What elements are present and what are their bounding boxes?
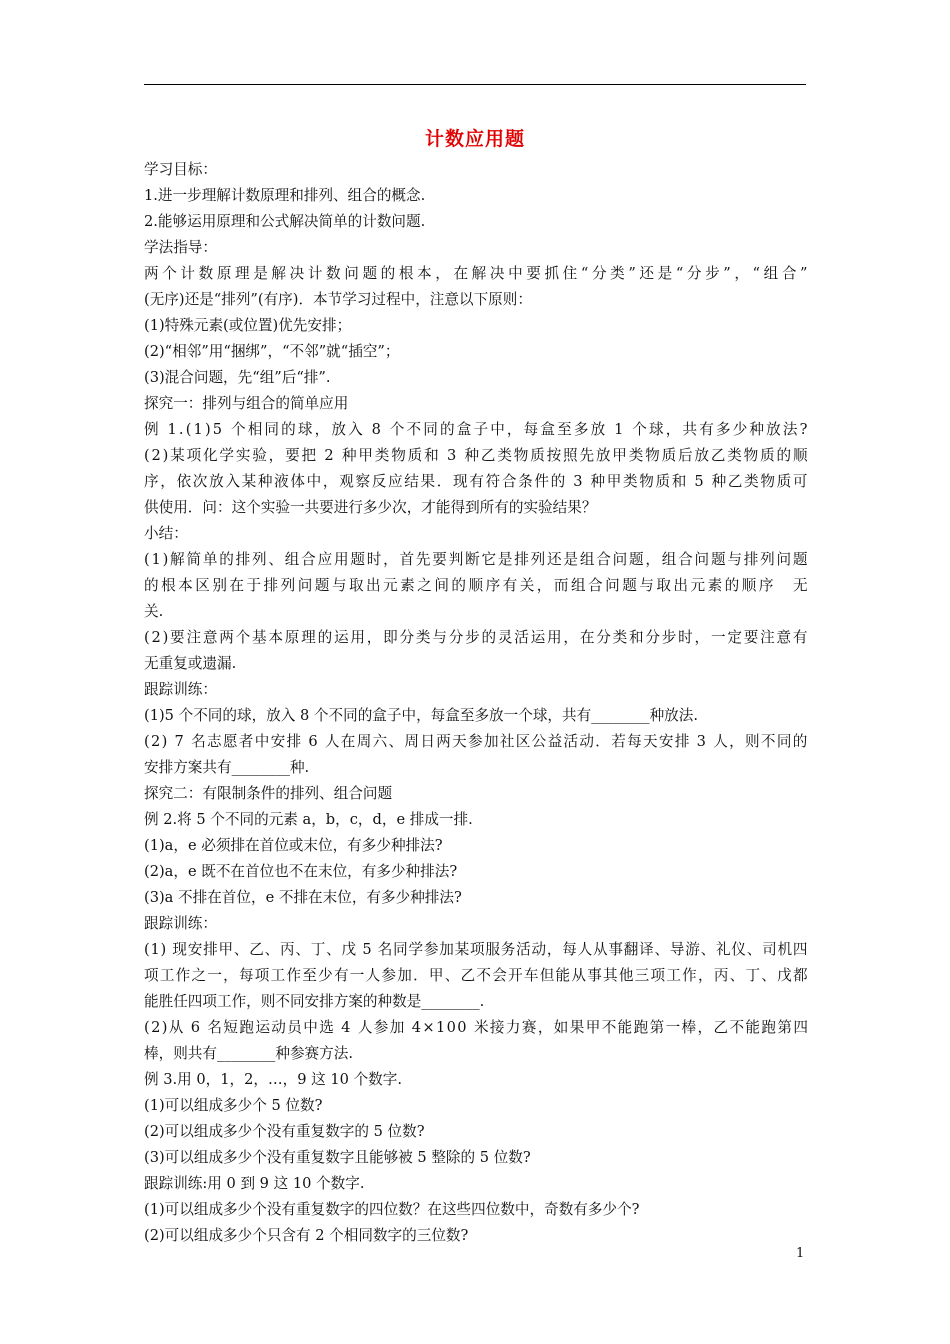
text-line — [144, 625, 808, 651]
text-line-content: (3)a 不排在首位，e 不排在末位，有多少种排法? — [144, 889, 462, 906]
text-line-content: 2.能够运用原理和公式解决简单的计数问题. — [144, 213, 426, 230]
text-line — [144, 911, 808, 937]
text-line-content: ( 2 ) 某 项 化 学 实 验 ， 要 把 2 种 甲 类 物 质 和 3 种 乙 类 物 质 按 照 先 放 甲 类 物 质 后 放 乙 类 物 质 的 顺 — [144, 447, 808, 464]
text-line — [144, 417, 808, 443]
text-line — [144, 235, 808, 261]
text-line-content: 安排方案共有________种. — [144, 759, 310, 776]
text-line — [144, 1119, 808, 1145]
text-line-content: (1)特殊元素(或位置)优先安排； — [144, 317, 352, 334]
text-line-content: (2)可以组成多少个没有重复数字的 5 位数? — [144, 1123, 425, 1140]
text-line-content: 供使用．问：这个实验一共要进行多少次，才能得到所有的实验结果？ — [144, 499, 597, 516]
text-line — [144, 833, 808, 859]
text-line-content: 学法指导： — [144, 239, 217, 256]
text-line — [144, 989, 808, 1015]
text-line-content: 例 1 . ( 1 ) 5 个 相 同 的 球 ， 放 入 8 个 不 同 的 盒 子 中 ， 每 盒 至 多 放 1 个 球 ， 共 有 多 少 种 放 法 ? — [144, 421, 808, 438]
text-line-content: (1)5 个不同的球，放入 8 个不同的盒子中，每盒至多放一个球，共有________种放法. — [144, 707, 698, 724]
text-line-content: 的 根 本 区 别 在 于 排 列 问 题 与 取 出 元 素 之 间 的 顺 序 有 关 ， 而 组 合 问 题 与 取 出 元 素 的 顺 序 无 — [144, 577, 808, 594]
text-line-content: 跟踪训练:用 0 到 9 这 10 个数字. — [144, 1175, 365, 1192]
text-line — [144, 1041, 808, 1067]
text-line-content: ( 1 ) 现 安 排 甲 、 乙 、 丙 、 丁 、 戊 5 名 同 学 参 加 某 项 服 务 活 动 ， 每 人 从 事 翻 译 、 导 游 、 礼 仪 、 司 机 四 — [144, 941, 808, 958]
text-line — [144, 391, 808, 417]
text-line — [144, 157, 808, 183]
text-line — [144, 1093, 808, 1119]
text-line-content: ( 2 ) 7 名 志 愿 者 中 安 排 6 人 在 周 六 、 周 日 两 天 参 加 社 区 公 益 活 动 ． 若 每 天 安 排 3 人 ， 则 不 同 的 — [144, 733, 808, 750]
text-line — [144, 495, 808, 521]
text-line-content: 跟踪训练： — [144, 915, 217, 932]
text-line-content: 例 2.将 5 个不同的元素 a，b，c，d，e 排成一排. — [144, 811, 473, 828]
text-line-content: 两 个 计 数 原 理 是 解 决 计 数 问 题 的 根 本 ， 在 解 决 中 要 抓 住 “ 分 类 ” 还 是 “ 分 步 ” ， “ 组 合 ” — [144, 265, 808, 282]
text-line-content: 探究一：排列与组合的简单应用 — [144, 395, 349, 412]
text-line-content: (3)可以组成多少个没有重复数字且能够被 5 整除的 5 位数? — [144, 1149, 531, 1166]
document-body — [144, 157, 808, 1249]
text-line-content: (无序)还是“排列”(有序)．本节学习过程中，注意以下原则： — [144, 291, 532, 308]
text-line-content: (1)可以组成多少个 5 位数? — [144, 1097, 323, 1114]
text-line — [144, 365, 808, 391]
text-line-content: 探究二：有限制条件的排列、组合问题 — [144, 785, 393, 802]
text-line — [144, 339, 808, 365]
text-line — [144, 859, 808, 885]
text-line-content: 无重复或遗漏. — [144, 655, 237, 672]
text-line-content: (2)a，e 既不在首位也不在末位，有多少种排法? — [144, 863, 458, 880]
text-line — [144, 287, 808, 313]
text-line — [144, 1015, 808, 1041]
text-line — [144, 209, 808, 235]
page-title: 计数应用题 — [424, 128, 525, 150]
text-line-content: ( 2 ) 从 6 名 短 跑 运 动 员 中 选 4 人 参 加 4 × 1 0 0 米 接 力 赛 ， 如 果 甲 不 能 跑 第 一 棒 ， 乙 不 能 跑 第 四 — [144, 1019, 808, 1036]
text-line — [144, 807, 808, 833]
text-line — [144, 313, 808, 339]
text-line — [144, 261, 808, 287]
text-line — [144, 937, 808, 963]
text-line-content: 学习目标： — [144, 161, 217, 178]
text-line-content: (3)混合问题，先“组”后“排”. — [144, 369, 331, 386]
text-line-content: 序 ， 依 次 放 入 某 种 液 体 中 ， 观 察 反 应 结 果 ． 现 有 符 合 条 件 的 3 种 甲 类 物 质 和 5 种 乙 类 物 质 可 — [144, 473, 808, 490]
text-line-content: ( 2 ) 要 注 意 两 个 基 本 原 理 的 运 用 ， 即 分 类 与 分 步 的 灵 活 运 用 ， 在 分 类 和 分 步 时 ， 一 定 要 注 意 有 — [144, 629, 808, 646]
text-line-content: 关. — [144, 603, 164, 620]
text-line-content: 1.进一步理解计数原理和排列、组合的概念. — [144, 187, 426, 204]
text-line-content: (1)可以组成多少个没有重复数字的四位数？在这些四位数中，奇数有多少个? — [144, 1201, 640, 1218]
text-line — [144, 469, 808, 495]
text-line-content: 小结： — [144, 525, 188, 542]
text-line-content: (1)a，e 必须排在首位或末位，有多少种排法? — [144, 837, 443, 854]
text-line — [144, 1145, 808, 1171]
text-line — [144, 963, 808, 989]
text-line — [144, 1171, 808, 1197]
text-line — [144, 443, 808, 469]
text-line — [144, 521, 808, 547]
text-line — [144, 651, 808, 677]
text-line — [144, 703, 808, 729]
text-line-content: 项 工 作 之 一 ， 每 项 工 作 至 少 有 一 人 参 加 ． 甲 、 乙 不 会 开 车 但 能 从 事 其 他 三 项 工 作 ， 丙 、 丁 、 戊 都 — [144, 967, 808, 984]
text-line — [144, 573, 808, 599]
text-line — [144, 885, 808, 911]
text-line-content: 能胜任四项工作，则不同安排方案的种数是________. — [144, 993, 485, 1010]
text-line — [144, 1197, 808, 1223]
text-line-content: (2)可以组成多少个只含有 2 个相同数字的三位数? — [144, 1227, 469, 1244]
text-line — [144, 677, 808, 703]
text-line — [144, 1067, 808, 1093]
text-line — [144, 781, 808, 807]
header-rule — [144, 84, 806, 85]
text-line-content: 例 3.用 0，1，2，…，9 这 10 个数字. — [144, 1071, 402, 1088]
text-line — [144, 599, 808, 625]
text-line — [144, 1223, 808, 1249]
text-line-content: 跟踪训练： — [144, 681, 217, 698]
text-line-content: 棒，则共有________种参赛方法. — [144, 1045, 353, 1062]
text-line-content: (2)“相邻”用“捆绑”，“不邻”就“插空”； — [144, 343, 400, 360]
text-line — [144, 755, 808, 781]
text-line — [144, 547, 808, 573]
text-line-content: ( 1 ) 解 简 单 的 排 列 、 组 合 应 用 题 时 ， 首 先 要 判 断 它 是 排 列 还 是 组 合 问 题 ， 组 合 问 题 与 排 列 问 题 — [144, 551, 808, 568]
text-line — [144, 183, 808, 209]
text-line — [144, 729, 808, 755]
page-number: 1 — [796, 1246, 805, 1261]
